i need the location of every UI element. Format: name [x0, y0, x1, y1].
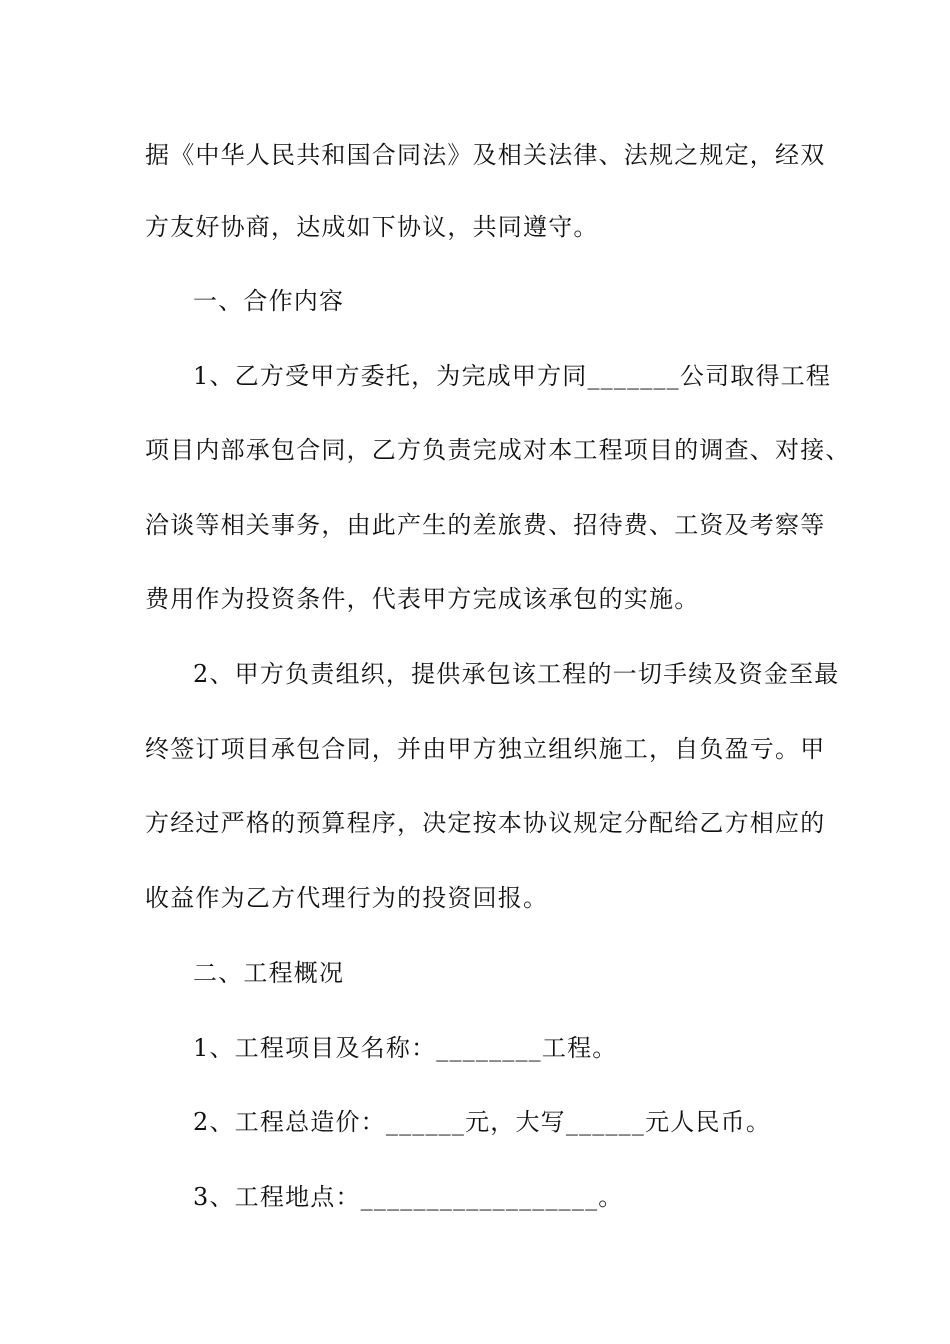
paragraph-line: 据《中华人民共和国合同法》及相关法律、法规之规定，经双 [145, 141, 826, 169]
paragraph-line: 3、工程地点：__________________。 [193, 1183, 624, 1211]
paragraph-line: 2、工程总造价：______元，大写______元人民币。 [193, 1108, 772, 1136]
paragraph-line: 方经过严格的预算程序，决定按本协议规定分配给乙方相应的 [145, 809, 826, 837]
paragraph-line: 2、甲方负责组织，提供承包该工程的一切手续及资金至最 [193, 660, 840, 688]
section-heading: 一、合作内容 [193, 287, 345, 315]
paragraph-line: 终签订项目承包合同，并由甲方独立组织施工，自负盈亏。甲 [145, 735, 826, 763]
paragraph-line: 1、乙方受甲方委托，为完成甲方同_______公司取得工程 [193, 362, 832, 390]
paragraph-line: 收益作为乙方代理行为的投资回报。 [145, 884, 549, 912]
paragraph-line: 项目内部承包合同，乙方负责完成对本工程项目的调查、对接、 [145, 436, 851, 464]
paragraph-line: 方友好协商，达成如下协议，共同遵守。 [145, 213, 599, 241]
paragraph-line: 费用作为投资条件，代表甲方完成该承包的实施。 [145, 585, 700, 613]
paragraph-line: 洽谈等相关事务，由此产生的差旅费、招待费、工资及考察等 [145, 511, 826, 539]
paragraph-line: 1、工程项目及名称：________工程。 [193, 1034, 618, 1062]
section-heading: 二、工程概况 [193, 959, 345, 987]
